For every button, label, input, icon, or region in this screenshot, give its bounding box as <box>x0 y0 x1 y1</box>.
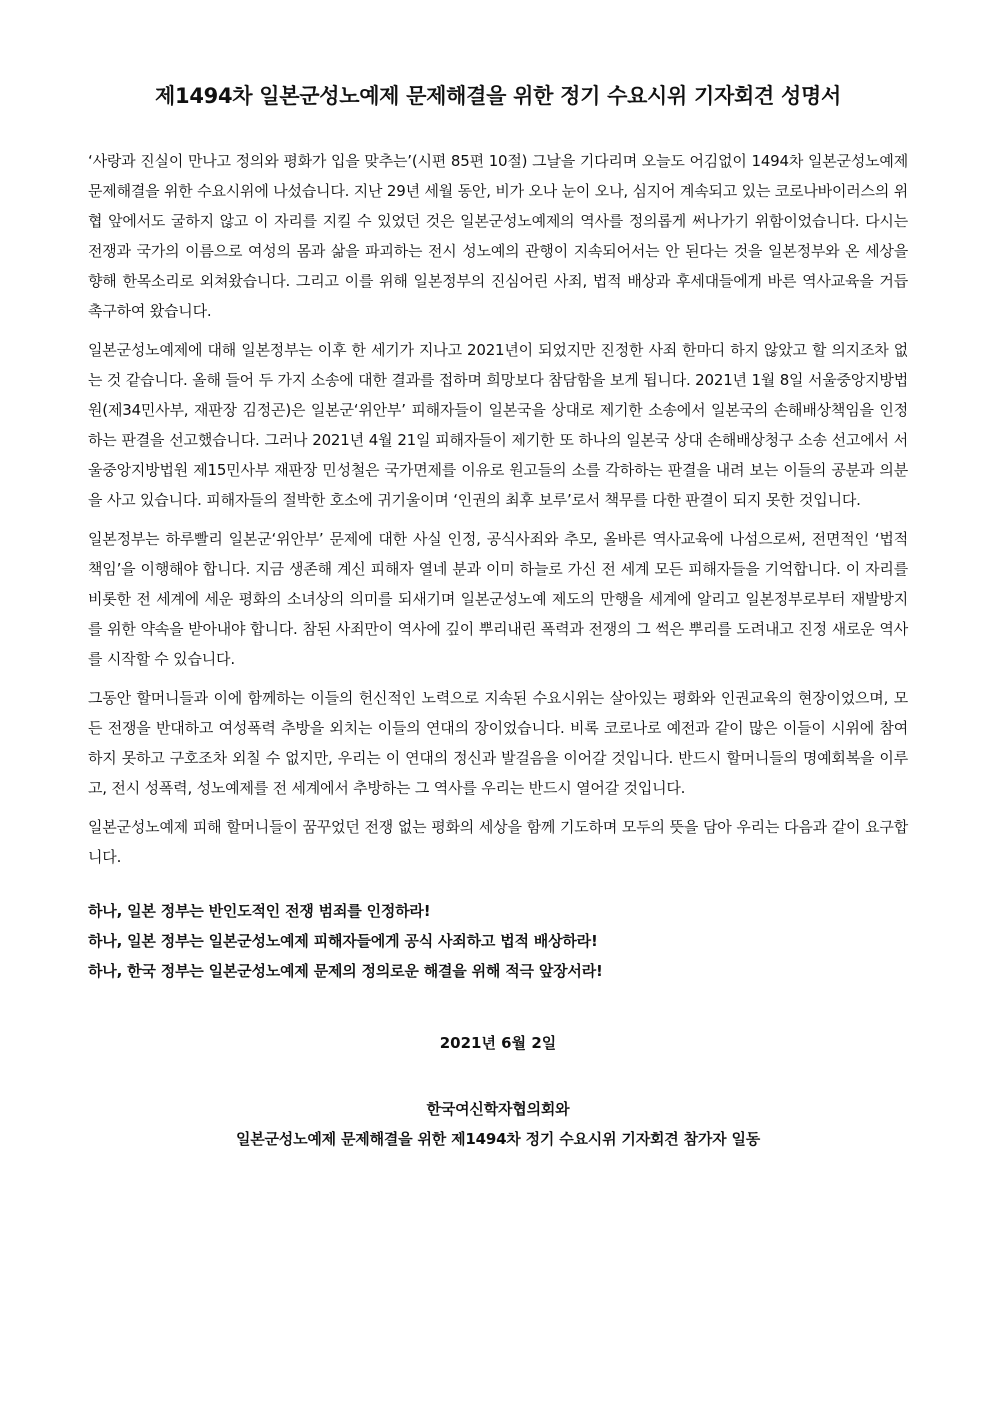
signers-block <box>88 1094 908 1154</box>
demands-list <box>88 896 908 986</box>
statement-date: 2021년 6월 2일 <box>439 1034 557 1052</box>
statement-title: 제1494차 일본군성노예제 문제해결을 위한 정기 수요시위 기자회견 성명서 <box>155 84 841 108</box>
paragraph-1: ‘사랑과 진실이 만나고 정의와 평화가 입을 맞추는’(시편 85편 10절) 그날을 기다리며 오늘도 어김없이 1494차 일본군성노예제 문제해결을 위한 수요시위에 나섰습니다. 지난 29년 세월 동안, 비가 오나 눈이 오나, 심지어 계속되고 있는 코로나바이러스의 위협 앞에서도 굴하지 않고 이 자리를 지킬 수 있었던 것은 일본군성노예제의 역사를 정의롭게 써나가기 위함이었습니다. 다시는 전쟁과 국가의 이름으로 여성의 몸과 삶을 파괴하는 전시 성노예의 관행이 지속되어서는 안 된다는 것을 일본정부와 온 세상을 향해 한목소리로 외쳐왔습니다. 그리고 이를 위해 일본정부의 진심어린 사죄, 법적 배상과 후세대들에게 바른 역사교육을 거듭 촉구하여 왔습니다. <box>88 152 908 320</box>
paragraph-5: 일본군성노예제 피해 할머니들이 꿈꾸었던 전쟁 없는 평화의 세상을 함께 기도하며 모두의 뜻을 담아 우리는 다음과 같이 요구합니다. <box>88 818 908 866</box>
demand-item: 하나, 일본 정부는 반인도적인 전쟁 범죄를 인정하라! <box>88 902 431 920</box>
signer-line: 한국여신학자협의회와 <box>426 1100 570 1118</box>
statement-body <box>88 146 908 872</box>
paragraph-4: 그동안 할머니들과 이에 함께하는 이들의 헌신적인 노력으로 지속된 수요시위는 살아있는 평화와 인권교육의 현장이었으며, 모든 전쟁을 반대하고 여성폭력 추방을 외치는 이들의 연대의 장이었습니다. 비록 코로나로 예전과 같이 많은 이들이 시위에 참여하지 못하고 구호조차 외칠 수 없지만, 우리는 이 연대의 정신과 발걸음을 이어갈 것입니다. 반드시 할머니들의 명예회복을 이루고, 전시 성폭력, 성노예제를 전 세계에서 추방하는 그 역사를 우리는 반드시 열어갈 것입니다. <box>88 689 908 797</box>
demand-item: 하나, 일본 정부는 일본군성노예제 피해자들에게 공식 사죄하고 법적 배상하라! <box>88 932 598 950</box>
statement-document <box>88 78 908 1154</box>
paragraph-2: 일본군성노예제에 대해 일본정부는 이후 한 세기가 지나고 2021년이 되었지만 진정한 사죄 한마디 하지 않았고 할 의지조차 없는 것 같습니다. 올해 들어 두 가지 소송에 대한 결과를 접하며 희망보다 참담함을 보게 됩니다. 2021년 1월 8일 서울중앙지방법원(제34민사부, 재판장 김정곤)은 일본군‘위안부’ 피해자들이 일본국을 상대로 제기한 소송에서 일본국의 손해배상책임을 인정하는 판결을 선고했습니다. 그러나 2021년 4월 21일 피해자들이 제기한 또 하나의 일본국 상대 손해배상청구 소송 선고에서 서울중앙지방법원 제15민사부 재판장 민성철은 국가면제를 이유로 원고들의 소를 각하하는 판결을 내려 보는 이들의 공분과 의분을 사고 있습니다. 피해자들의 절박한 호소에 귀기울이며 ‘인권의 최후 보루’로서 책무를 다한 판결이 되지 못한 것입니다. <box>88 341 908 509</box>
paragraph-3: 일본정부는 하루빨리 일본군‘위안부’ 문제에 대한 사실 인정, 공식사죄와 추모, 올바른 역사교육에 나섬으로써, 전면적인 ‘법적 책임’을 이행해야 합니다. 지금 생존해 계신 피해자 열네 분과 이미 하늘로 가신 전 세계 모든 피해자들을 기억합니다. 이 자리를 비롯한 전 세계에 세운 평화의 소녀상의 의미를 되새기며 일본군성노예 제도의 만행을 세계에 알리고 일본정부로부터 재발방지를 위한 약속을 받아내야 합니다. 참된 사죄만이 역사에 깊이 뿌리내린 폭력과 전쟁의 그 썩은 뿌리를 도려내고 진정 새로운 역사를 시작할 수 있습니다. <box>88 530 908 668</box>
demand-item: 하나, 한국 정부는 일본군성노예제 문제의 정의로운 해결을 위해 적극 앞장서라! <box>88 962 603 980</box>
signer-line: 일본군성노예제 문제해결을 위한 제1494차 정기 수요시위 기자회견 참가자 일동 <box>235 1130 761 1148</box>
